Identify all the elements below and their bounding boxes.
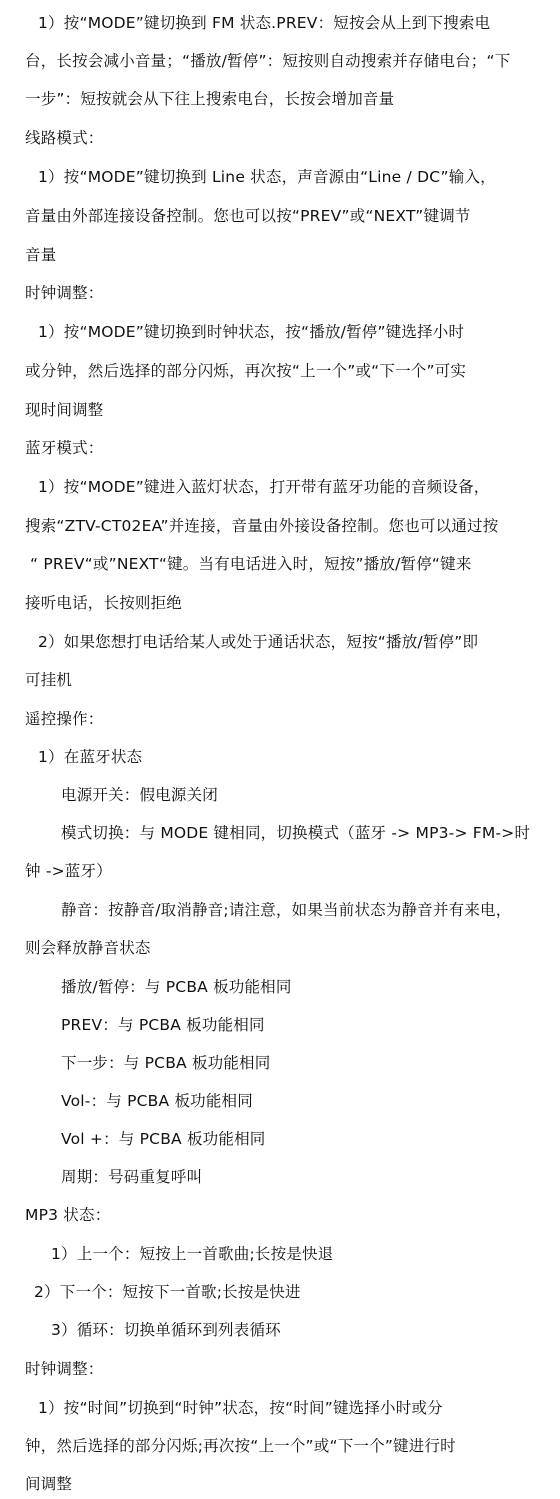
bt-step-1-line-3: “ PREV“或”NEXT“键。当有电话进入时，短按”播放/暂停“键来 — [30, 555, 472, 573]
line-step-1-line-1: 1）按“MODE”键切换到 Line 状态，声音源由“Line / DC”输入， — [38, 168, 496, 186]
clock2-step-1-line-3: 间调整 — [25, 1475, 73, 1493]
bt-step-2-line-1: 2）如果您想打电话给某人或处于通话状态，短按“播放/暂停”即 — [38, 633, 479, 651]
remote-prev: PREV：与 PCBA 板功能相同 — [61, 1016, 265, 1034]
section-heading-clock-adjust-2: 时钟调整： — [25, 1360, 104, 1378]
clock2-step-1-line-1: 1）按“时间”切换到“时钟”状态，按“时间”键选择小时或分 — [38, 1399, 443, 1417]
clock-step-1-line-1: 1）按“MODE”键切换到时钟状态，按“播放/暂停”键选择小时 — [38, 323, 465, 341]
section-heading-line-mode: 线路模式： — [25, 129, 104, 147]
line-step-1-line-2: 音量由外部连接设备控制。您也可以按“PREV”或“NEXT”键调节 — [25, 207, 471, 225]
remote-mode-switch-line-1: 模式切换：与 MODE 键相同，切换模式（蓝牙 -> MP3-> FM->时 — [61, 824, 531, 842]
section-heading-mp3-state: MP3 状态： — [25, 1206, 111, 1224]
section-heading-bluetooth-mode: 蓝牙模式： — [25, 439, 104, 457]
bt-step-1-line-4: 接听电话，长按则拒绝 — [25, 594, 183, 612]
remote-mode-switch-line-2: 钟 ->蓝牙） — [25, 862, 112, 880]
remote-vol-minus: Vol-：与 PCBA 板功能相同 — [61, 1092, 253, 1110]
remote-mute-line-2: 则会释放静音状态 — [25, 939, 151, 957]
bt-step-2-line-2: 可挂机 — [25, 671, 73, 689]
remote-play-pause: 播放/暂停：与 PCBA 板功能相同 — [61, 978, 292, 996]
bt-step-1-line-1: 1）按“MODE”键进入蓝灯状态，打开带有蓝牙功能的音频设备， — [38, 478, 490, 496]
clock-step-1-line-2: 或分钟，然后选择的部分闪烁，再次按“上一个”或“下一个”可实 — [25, 362, 467, 380]
remote-cycle: 周期：号码重复呼叫 — [61, 1168, 203, 1186]
remote-step-1: 1）在蓝牙状态 — [38, 748, 143, 766]
line-step-1-line-3: 音量 — [25, 246, 57, 264]
clock-step-1-line-3: 现时间调整 — [25, 401, 104, 419]
bt-step-1-line-2: 搜索“ZTV-CT02EA”并连接，音量由外接设备控制。您也可以通过按 — [25, 517, 499, 535]
remote-mute-line-1: 静音：按静音/取消静音;请注意，如果当前状态为静音并有来电， — [61, 901, 512, 919]
fm-step-1-line-1: 1）按“MODE”键切换到 FM 状态.PREV：短按会从上到下搜索电 — [38, 14, 491, 32]
mp3-step-1: 1）上一个：短按上一首歌曲;长按是快退 — [51, 1245, 334, 1263]
remote-next: 下一步：与 PCBA 板功能相同 — [61, 1054, 271, 1072]
clock2-step-1-line-2: 钟，然后选择的部分闪烁;再次按“上一个”或“下一个”键进行时 — [25, 1437, 456, 1455]
mp3-step-2: 2）下一个：短按下一首歌;长按是快进 — [34, 1283, 301, 1301]
mp3-step-3: 3）循环：切换单循环到列表循环 — [51, 1321, 281, 1339]
section-heading-remote-control: 遥控操作： — [25, 710, 104, 728]
section-heading-clock-adjust: 时钟调整： — [25, 284, 104, 302]
remote-power-switch: 电源开关：假电源关闭 — [61, 786, 219, 804]
fm-step-1-line-3: 一步”：短按就会从下往上搜索电台，长按会增加音量 — [25, 90, 395, 108]
remote-vol-plus: Vol +：与 PCBA 板功能相同 — [61, 1130, 266, 1148]
fm-step-1-line-2: 台，长按会减小音量；“播放/暂停”：短按则自动搜索并存储电台；“下 — [25, 52, 511, 70]
